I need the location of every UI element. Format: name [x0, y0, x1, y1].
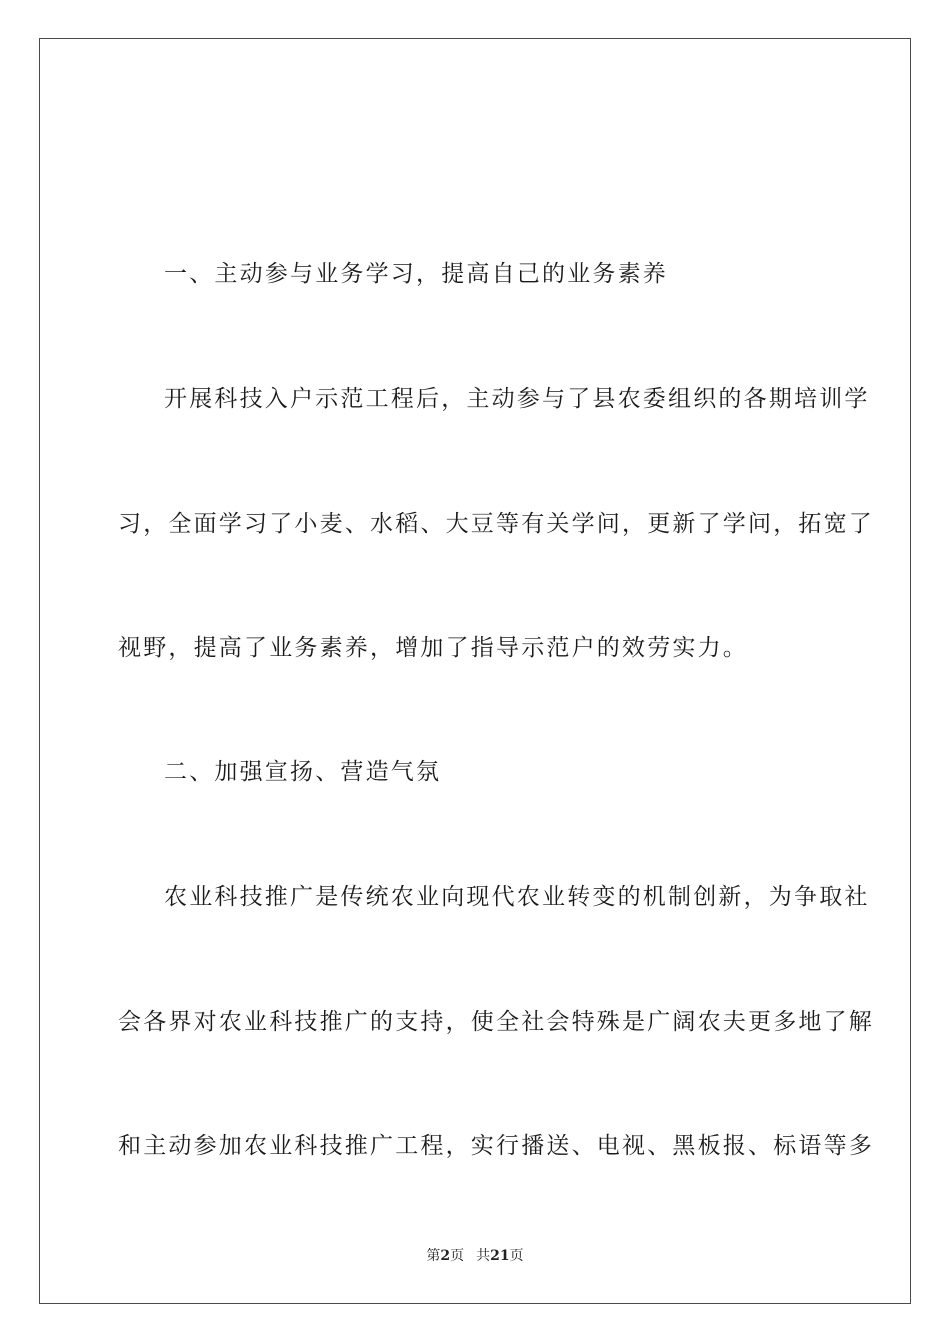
paragraph-line: 和主动参加农业科技推广工程，实行播送、电视、黑板报、标语等多: [118, 1133, 874, 1159]
total-pages: 21: [490, 1248, 510, 1264]
total-suffix: 页: [509, 1248, 524, 1264]
page-number: 2: [440, 1248, 451, 1264]
section-heading-1: 一、主动参与业务学习，提高自己的业务素养: [164, 261, 668, 287]
paragraph-line: 开展科技入户示范工程后，主动参与了县农委组织的各期培训学: [164, 386, 870, 412]
page-suffix: 页: [450, 1248, 465, 1264]
page-prefix: 第: [426, 1248, 441, 1264]
paragraph-line: 农业科技推广是传统农业向现代农业转变的机制创新，为争取社: [164, 884, 870, 910]
paragraph-line: 会各界对农业科技推广的支持，使全社会特殊是广阔农夫更多地了解: [118, 1009, 874, 1035]
total-prefix: 共: [476, 1248, 491, 1264]
paragraph-line: 视野，提高了业务素养，增加了指导示范户的效劳实力。: [118, 635, 748, 661]
paragraph-line: 习，全面学习了小麦、水稻、大豆等有关学问，更新了学问，拓宽了: [118, 511, 874, 537]
page-border: [39, 38, 911, 1304]
section-heading-2: 二、加强宣扬、营造气氛: [164, 759, 442, 785]
page-footer: [0, 1247, 950, 1265]
